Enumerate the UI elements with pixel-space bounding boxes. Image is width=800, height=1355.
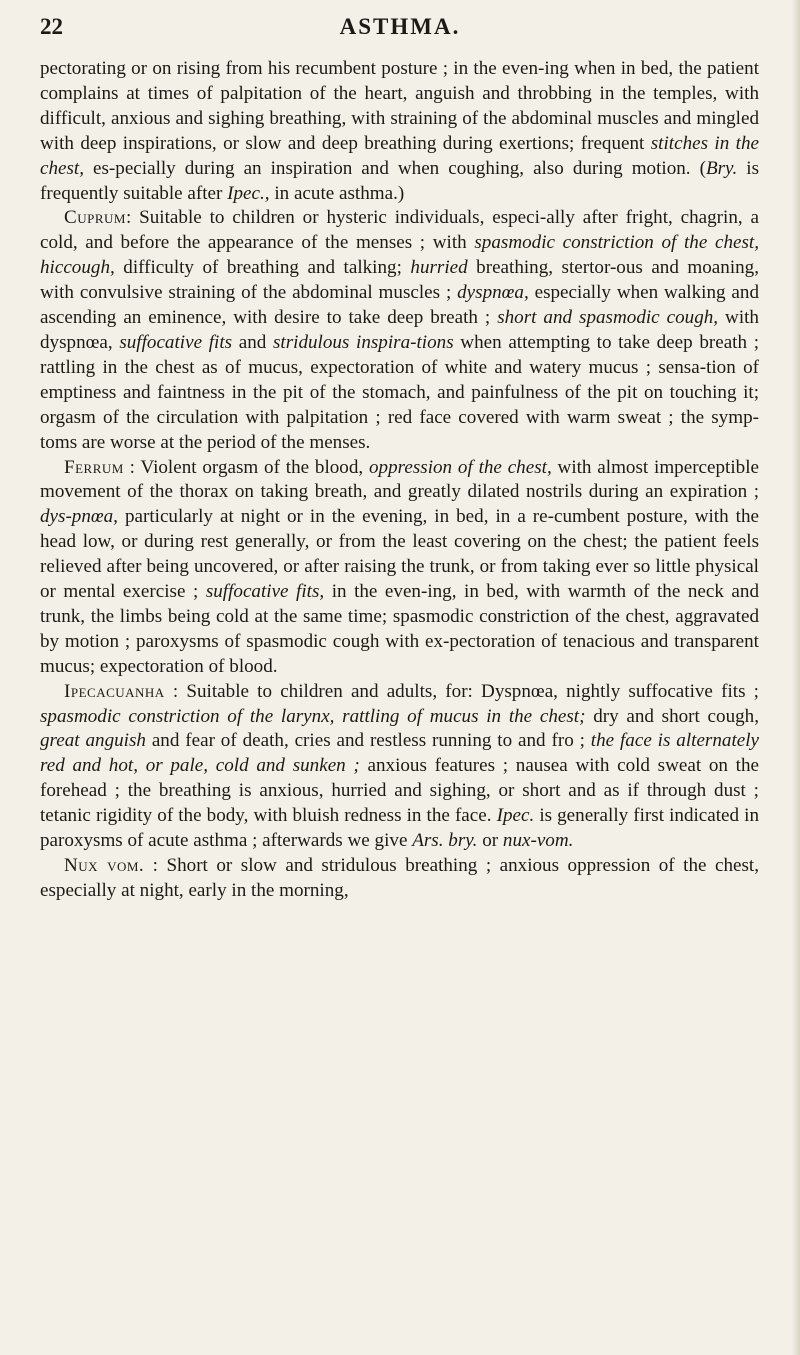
text-run: es-pecially during an inspiration and when coughing, also during motion. ( [84, 157, 706, 179]
page-edge [792, 0, 800, 1355]
italic-text: oppression of the chest, [369, 456, 552, 478]
text-run: breathing, stertor-ous and moaning, with convulsive straining of the abdominal muscles ; [40, 257, 759, 304]
italic-text: the face is alternately red and hot, or pale, cold and sunken ; [40, 730, 759, 777]
running-title: ASTHMA. [339, 14, 461, 39]
text-run: and [232, 331, 273, 353]
italic-text: hurried [410, 257, 468, 279]
italic-text: nux-vom. [502, 830, 574, 852]
italic-text: stridulous inspira-tions [272, 331, 454, 353]
text-run: : Violent orgasm of the blood, [123, 456, 369, 478]
text-run: with dyspnœa, [40, 307, 759, 353]
text-run: : Suitable to children or hysteric individuals, especi-ally after fright, chagrin, a cold, and before the appearance of the menses ; with [40, 207, 759, 254]
text-run: especially when walking and ascending an eminence, with desire to take deep breath ; [40, 282, 760, 329]
text-run: particularly at night or in the evening, in bed, in a re-cumbent posture, with the head low, or during rest generally, or from the least covering on the chest; the patient feels relieved after being uncovered, or after raising the trunk, or from taking ever so little physical or mental exercise ; [40, 506, 759, 603]
text-run: is frequently suitable after [40, 157, 759, 204]
text-run: with almost imperceptible movement of the thorax on taking breath, and greatly dilated nostrils during an expiration ; [40, 456, 759, 503]
page-number: 22 [40, 14, 63, 39]
text-run: is generally first indicated in paroxysms of acute asthma ; afterwards we give [40, 805, 760, 852]
italic-text: great anguish [40, 730, 146, 752]
text-run: in the even-ing, in bed, with warmth of the neck and trunk, the limbs being cold at the same time; spasmodic constriction of the chest, aggravated by motion ; paroxysms of spasmodic cough with ex-pectoration of tenacious and transparent mucus; expectoration of blood. [40, 581, 759, 677]
text-run: : Suitable to children and adults, for: Dyspnœa, nightly suffocative fits ; [164, 680, 759, 702]
italic-text: suffocative fits [119, 331, 233, 353]
text-run: in acute asthma.) [269, 182, 405, 204]
text-run: dry and short cough, [585, 705, 759, 727]
text-run: : Short or slow and stridulous breathing ; anxious oppression of the chest, especially at night, early in the morning, [40, 855, 759, 901]
italic-text: Ars. bry. [412, 830, 478, 852]
paragraph [40, 456, 759, 680]
text-run: or [477, 830, 503, 852]
italic-text: Ipec. [496, 805, 535, 827]
body-text [40, 57, 759, 904]
italic-text: dys-pnœa, [40, 506, 118, 528]
italic-text: dyspnœa, [457, 282, 529, 304]
italic-text: Bry. [705, 157, 738, 179]
italic-text: stitches in the chest, [40, 132, 760, 179]
remedy-name: Nux vom. [64, 855, 145, 876]
text-run: when attempting to take deep breath ; rattling in the chest as of mucus, expectoration of white and watery mucus ; sensa-tion of emptiness and faintness in the pit of the stomach, and painfulness of the pit on touching it; orgasm of the circulation with palpitation ; red face covered with warm sweat ; the symp-toms are worse at the period of the menses. [40, 331, 760, 453]
italic-text: spasmodic constriction of the larynx, rattling of mucus in the chest; [40, 705, 586, 727]
remedy-name: Cuprum [64, 207, 126, 229]
text-run: pectorating or on rising from his recumbent posture ; in the even-ing when in bed, the patient complains at times of palpitation of the heart, anguish and throbbing in the temples, with difficult, anxious and sighing breathing, with straining of the abdominal muscles and mingled with deep inspirations, or slow and deep breathing during exertions; frequent [40, 58, 759, 154]
text-run: difficulty of breathing and talking; [114, 257, 411, 279]
italic-text: suffocative fits, [205, 581, 325, 603]
italic-text: Ipec., [227, 182, 270, 204]
text-run: and fear of death, cries and restless running to and fro ; [145, 730, 591, 752]
paragraph [40, 206, 759, 455]
italic-text: spasmodic constriction of the chest, hiccough, [40, 232, 759, 279]
italic-text: short and spasmodic cough, [497, 307, 719, 329]
text-run: anxious features ; nausea with cold sweat on the forehead ; the breathing is anxious, hurried and sighing, or short and as if through dust ; tetanic rigidity of the body, with bluish redness in the face. [40, 755, 760, 827]
paragraph [40, 680, 759, 854]
remedy-name: Ferrum [64, 456, 124, 478]
paragraph [40, 854, 759, 904]
remedy-name: Ipecacuanha [64, 680, 165, 702]
paragraph [40, 57, 759, 206]
page-header [40, 10, 760, 46]
